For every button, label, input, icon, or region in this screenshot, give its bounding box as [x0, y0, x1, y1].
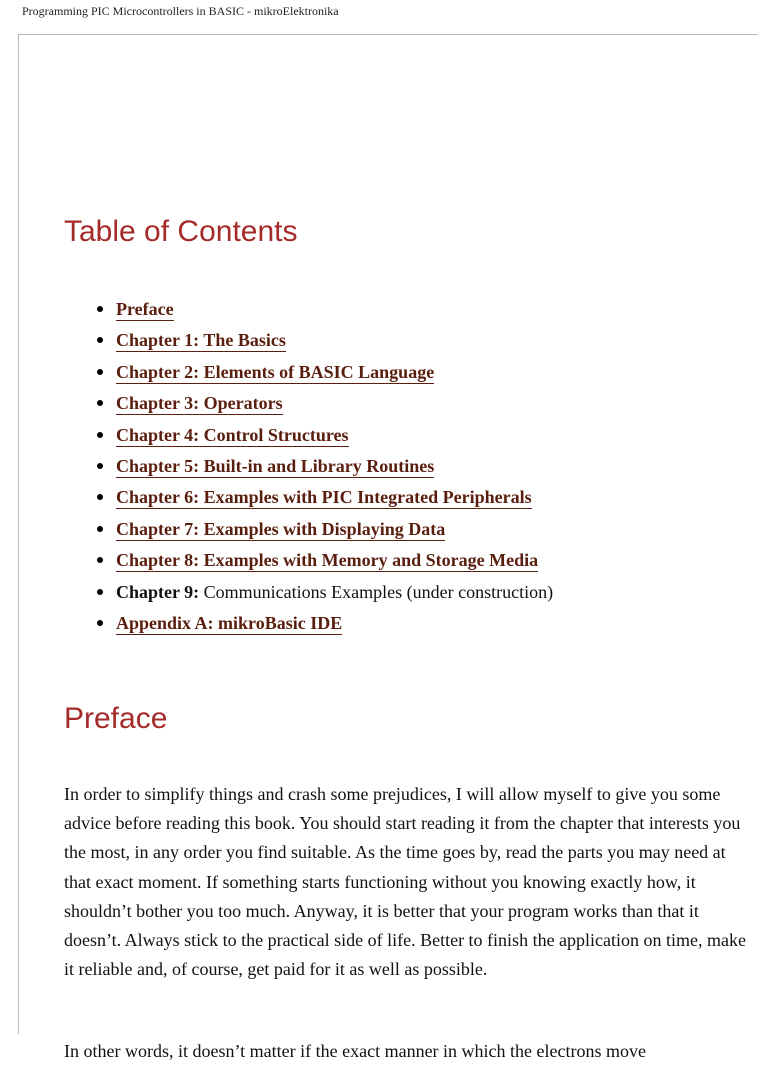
- bullet-icon: [97, 306, 103, 312]
- preface-paragraph-2: In other words, it doesn’t matter if the exact manner in which the electrons move: [64, 1041, 646, 1061]
- page-frame: [18, 34, 758, 1061]
- bullet-icon: [97, 557, 103, 563]
- toc-item-chapter-2: [64, 360, 553, 391]
- toc-link-chapter-1[interactable]: Chapter 1: The Basics: [116, 330, 286, 351]
- toc-link-preface[interactable]: Preface: [116, 299, 174, 319]
- toc-item-chapter-3: [64, 391, 553, 422]
- toc-item-chapter-5: [64, 454, 553, 485]
- preface-paragraph-1: In order to simplify things and crash some prejudices, I will allow myself to give you some advice before reading this book. You should start reading it from the chapter that interests you the most, in any order you find suitable. As the time goes by, read the parts you may need at that exact moment. If something starts functioning without you knowing exactly how, it shouldn’t bother you too much. Anyway, it is better that your program works than that it doesn’t. Always stick to the practical side of life. Better to finish the application on time, make it reliable and, of course, get paid for it as well as possible.: [64, 784, 746, 980]
- toc-link-chapter-3[interactable]: Chapter 3: Operators: [116, 393, 283, 414]
- toc-heading: Table of Contents: [64, 215, 298, 248]
- toc-chapter-9-label: Chapter 9:: [116, 581, 200, 602]
- toc-link-appendix-a[interactable]: Appendix A: mikroBasic IDE: [116, 612, 343, 633]
- toc-link-chapter-7[interactable]: Chapter 7: Examples with Displaying Data: [116, 518, 446, 539]
- toc-item-chapter-9: [64, 580, 553, 611]
- toc-item-chapter-7: [64, 517, 553, 548]
- toc-item-preface: [64, 297, 553, 328]
- bullet-icon: [97, 432, 103, 438]
- print-header-title: Programming PIC Microcontrollers in BASIC - mikroElektronika: [22, 4, 339, 18]
- toc-item-chapter-8: [64, 548, 553, 579]
- toc-link-chapter-6[interactable]: Chapter 6: Examples with PIC Integrated Peripherals: [116, 487, 532, 508]
- bullet-icon: [97, 526, 103, 532]
- toc-list: [64, 297, 553, 642]
- toc-item-chapter-1: [64, 328, 553, 359]
- toc-link-chapter-4[interactable]: Chapter 4: Control Structures: [116, 424, 349, 445]
- toc-item-chapter-4: [64, 423, 553, 454]
- toc-link-chapter-2[interactable]: Chapter 2: Elements of BASIC Language: [116, 361, 435, 382]
- bullet-icon: [97, 494, 103, 500]
- bullet-icon: [97, 369, 103, 375]
- bullet-icon: [97, 337, 103, 343]
- toc-link-chapter-8[interactable]: Chapter 8: Examples with Memory and Storage Media: [116, 550, 539, 571]
- toc-chapter-9-description: Communications Examples (under construction): [199, 581, 554, 602]
- bullet-icon: [97, 463, 103, 469]
- bullet-icon: [97, 589, 103, 595]
- toc-item-chapter-6: [64, 485, 553, 516]
- bullet-icon: [97, 400, 103, 406]
- bullet-icon: [97, 620, 103, 626]
- preface-heading: Preface: [64, 702, 168, 735]
- toc-link-chapter-5[interactable]: Chapter 5: Built-in and Library Routines: [116, 455, 435, 476]
- toc-item-appendix-a: [64, 611, 553, 642]
